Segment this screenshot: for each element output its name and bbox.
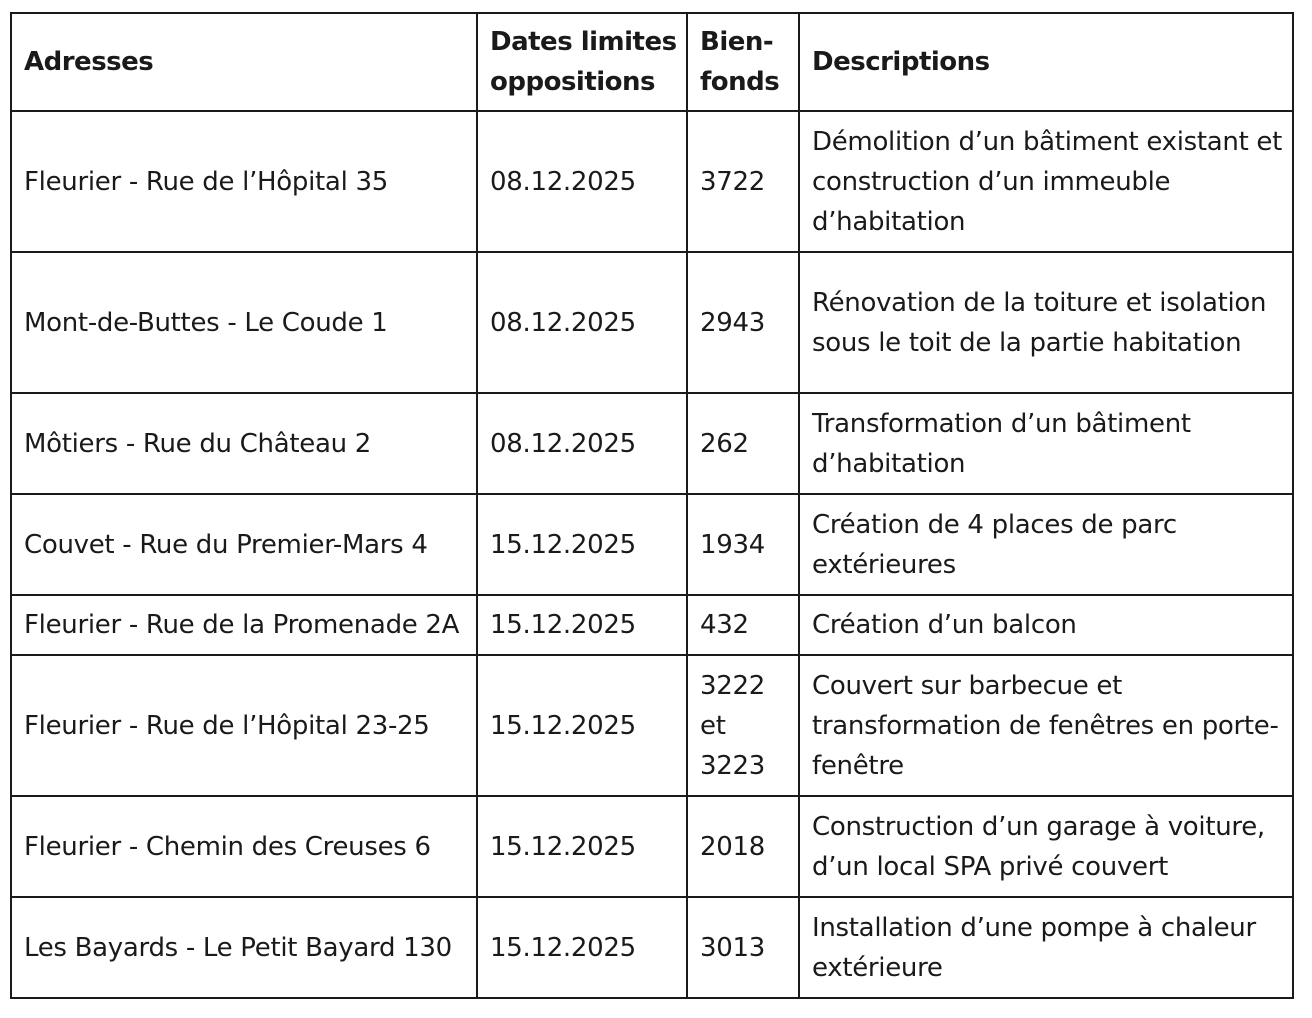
permits-table xyxy=(10,12,1294,999)
cell-parcel: 3013 xyxy=(687,897,799,998)
table-row xyxy=(11,897,1293,998)
cell-parcel: 2018 xyxy=(687,796,799,897)
table-row xyxy=(11,111,1293,252)
cell-date: 08.12.2025 xyxy=(477,111,687,252)
header-address: Adresses xyxy=(11,13,477,111)
cell-description: Création de 4 places de parc extérieures xyxy=(799,494,1293,595)
cell-date: 15.12.2025 xyxy=(477,897,687,998)
cell-description: Création d’un balcon xyxy=(799,595,1293,655)
header-date: Dates limites oppositions xyxy=(477,13,687,111)
cell-address: Fleurier - Rue de l’Hôpital 23-25 xyxy=(11,655,477,796)
cell-description: Couvert sur barbecue et transformation de fenêtres en porte-fenêtre xyxy=(799,655,1293,796)
cell-address: Fleurier - Rue de la Promenade 2A xyxy=(11,595,477,655)
cell-parcel: 3722 xyxy=(687,111,799,252)
cell-address: Mont-de-Buttes - Le Coude 1 xyxy=(11,252,477,393)
cell-parcel: 1934 xyxy=(687,494,799,595)
cell-address: Fleurier - Rue de l’Hôpital 35 xyxy=(11,111,477,252)
table-row xyxy=(11,595,1293,655)
cell-parcel: 2943 xyxy=(687,252,799,393)
table-header xyxy=(11,13,1293,111)
header-parcel: Bien-fonds xyxy=(687,13,799,111)
cell-date: 15.12.2025 xyxy=(477,494,687,595)
cell-address: Fleurier - Chemin des Creuses 6 xyxy=(11,796,477,897)
cell-address: Couvet - Rue du Premier-Mars 4 xyxy=(11,494,477,595)
cell-parcel: 3222 et 3223 xyxy=(687,655,799,796)
table-row xyxy=(11,796,1293,897)
cell-description: Démolition d’un bâtiment existant et construction d’un immeuble d’habitation xyxy=(799,111,1293,252)
cell-address: Môtiers - Rue du Château 2 xyxy=(11,393,477,494)
table-row xyxy=(11,393,1293,494)
cell-date: 15.12.2025 xyxy=(477,796,687,897)
header-description: Descriptions xyxy=(799,13,1293,111)
cell-description: Construction d’un garage à voiture, d’un local SPA privé couvert xyxy=(799,796,1293,897)
cell-description: Transformation d’un bâtiment d’habitation xyxy=(799,393,1293,494)
cell-description: Installation d’une pompe à chaleur extérieure xyxy=(799,897,1293,998)
cell-parcel: 432 xyxy=(687,595,799,655)
table-body xyxy=(11,111,1293,998)
cell-date: 15.12.2025 xyxy=(477,595,687,655)
cell-description: Rénovation de la toiture et isolation sous le toit de la partie habitation xyxy=(799,252,1293,393)
cell-date: 08.12.2025 xyxy=(477,393,687,494)
table-row xyxy=(11,494,1293,595)
header-row xyxy=(11,13,1293,111)
cell-address: Les Bayards - Le Petit Bayard 130 xyxy=(11,897,477,998)
cell-parcel: 262 xyxy=(687,393,799,494)
cell-date: 08.12.2025 xyxy=(477,252,687,393)
cell-date: 15.12.2025 xyxy=(477,655,687,796)
table-row xyxy=(11,655,1293,796)
table-row xyxy=(11,252,1293,393)
